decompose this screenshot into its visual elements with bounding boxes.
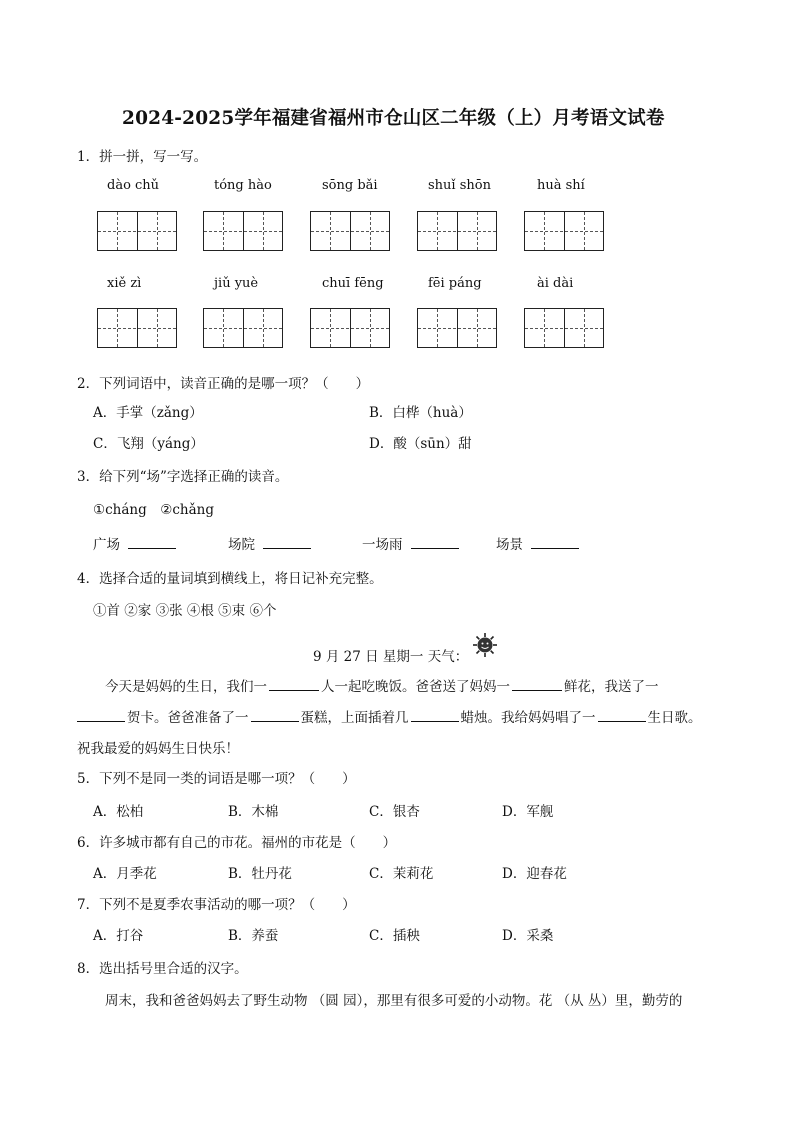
writing-box[interactable] [524, 211, 604, 251]
q7-option-d[interactable]: D．采桑 [502, 928, 554, 944]
q3-item-label: 场景 [496, 537, 523, 553]
q1-pinyin-7: jiǔ yuè [214, 276, 259, 291]
q7-option-c[interactable]: C．插秧 [369, 928, 420, 944]
q5-option-d[interactable]: D．军舰 [502, 804, 554, 820]
answer-blank[interactable] [411, 536, 459, 549]
q7-option-b[interactable]: B．养蚕 [228, 928, 279, 944]
q1-pinyin-9: fēi páng [428, 276, 482, 291]
q1-pinyin-4: shuǐ shōn [428, 178, 491, 193]
q6-option-d[interactable]: D．迎春花 [502, 866, 567, 882]
writing-box[interactable] [417, 211, 497, 251]
diary-text: 贺卡。爸爸准备了一 [127, 710, 249, 726]
writing-box[interactable] [417, 308, 497, 348]
q6-option-b[interactable]: B．牡丹花 [228, 866, 292, 882]
q1-prompt: 1．拼一拼，写一写。 [77, 149, 208, 165]
diary-line-2 [77, 706, 702, 726]
q1-pinyin-1: dào chǔ [107, 178, 160, 193]
q2-prompt: 2．下列词语中，读音正确的是哪一项？（ ） [77, 376, 370, 392]
answer-blank[interactable] [77, 709, 125, 722]
answer-blank[interactable] [128, 536, 176, 549]
q5-option-b[interactable]: B．木棉 [228, 804, 279, 820]
q3-item-2 [228, 533, 311, 553]
diary-date: 9 月 27 日 星期一 天气： [313, 649, 469, 665]
q4-prompt: 4．选择合适的量词填到横线上，将日记补充完整。 [77, 571, 383, 587]
weather-sun-icon [472, 632, 498, 658]
answer-blank[interactable] [269, 678, 319, 691]
q3-item-label: 广场 [93, 537, 120, 553]
q2-option-c[interactable]: C．飞翔（yáng） [93, 436, 204, 452]
q7-prompt: 7．下列不是夏季农事活动的哪一项？（ ） [77, 897, 356, 913]
writing-box[interactable] [310, 308, 390, 348]
q3-item-label: 一场雨 [362, 537, 403, 553]
q1-pinyin-6: xiě zì [107, 276, 142, 291]
q8-prompt: 8．选出括号里合适的汉字。 [77, 961, 248, 977]
writing-box[interactable] [310, 211, 390, 251]
q3-item-3 [362, 533, 459, 553]
q3-readings: ①cháng ②chǎng [93, 502, 214, 518]
answer-blank[interactable] [512, 678, 562, 691]
q5-prompt: 5．下列不是同一类的词语是哪一项？（ ） [77, 771, 356, 787]
q6-option-c[interactable]: C．茉莉花 [369, 866, 434, 882]
diary-text: 生日歌。 [647, 710, 702, 726]
q6-prompt: 6．许多城市都有自己的市花。福州的市花是（ ） [77, 835, 397, 851]
q2-option-d[interactable]: D．酸（sūn）甜 [369, 436, 472, 452]
q1-pinyin-2: tóng hào [214, 178, 272, 193]
answer-blank[interactable] [598, 709, 646, 722]
diary-line-1 [105, 675, 659, 695]
q3-item-1 [93, 533, 176, 553]
writing-box[interactable] [524, 308, 604, 348]
q3-prompt: 3．给下列“场”字选择正确的读音。 [77, 469, 289, 485]
q2-option-a[interactable]: A．手掌（zǎng） [93, 405, 203, 421]
answer-blank[interactable] [251, 709, 299, 722]
diary-text: 人一起吃晚饭。爸爸送了妈妈一 [321, 679, 510, 695]
page-title: 2024-2025学年福建省福州市仓山区二年级（上）月考语文试卷 [122, 108, 665, 129]
diary-line-3: 祝我最爱的妈妈生日快乐！ [77, 741, 239, 757]
answer-blank[interactable] [531, 536, 579, 549]
answer-blank[interactable] [263, 536, 311, 549]
q7-option-a[interactable]: A．打谷 [93, 928, 144, 944]
q3-item-label: 场院 [228, 537, 255, 553]
q3-item-4 [496, 533, 579, 553]
q1-pinyin-3: sōng bǎi [322, 178, 378, 193]
writing-box[interactable] [97, 308, 177, 348]
diary-text: 蜡烛。我给妈妈唱了一 [460, 710, 596, 726]
answer-blank[interactable] [411, 709, 459, 722]
writing-box[interactable] [203, 211, 283, 251]
q2-option-b[interactable]: B．白桦（huà） [369, 405, 472, 421]
diary-text: 今天是妈妈的生日，我们一 [105, 679, 267, 695]
q8-text: 周末，我和爸爸妈妈去了野生动物 （圆 园），那里有很多可爱的小动物。花 （从 丛）里，勤劳的 [105, 993, 683, 1009]
q6-option-a[interactable]: A．月季花 [93, 866, 157, 882]
q4-choices: ①首 ②家 ③张 ④根 ⑤束 ⑥个 [93, 603, 277, 619]
writing-box[interactable] [203, 308, 283, 348]
diary-text: 鲜花，我送了一 [564, 679, 659, 695]
q5-option-a[interactable]: A．松柏 [93, 804, 144, 820]
q1-pinyin-10: ài dài [537, 276, 574, 291]
q5-option-c[interactable]: C．银杏 [369, 804, 420, 820]
q1-pinyin-8: chuī fēng [322, 276, 384, 291]
q1-pinyin-5: huà shí [537, 178, 585, 193]
diary-text: 蛋糕，上面插着几 [300, 710, 409, 726]
writing-box[interactable] [97, 211, 177, 251]
